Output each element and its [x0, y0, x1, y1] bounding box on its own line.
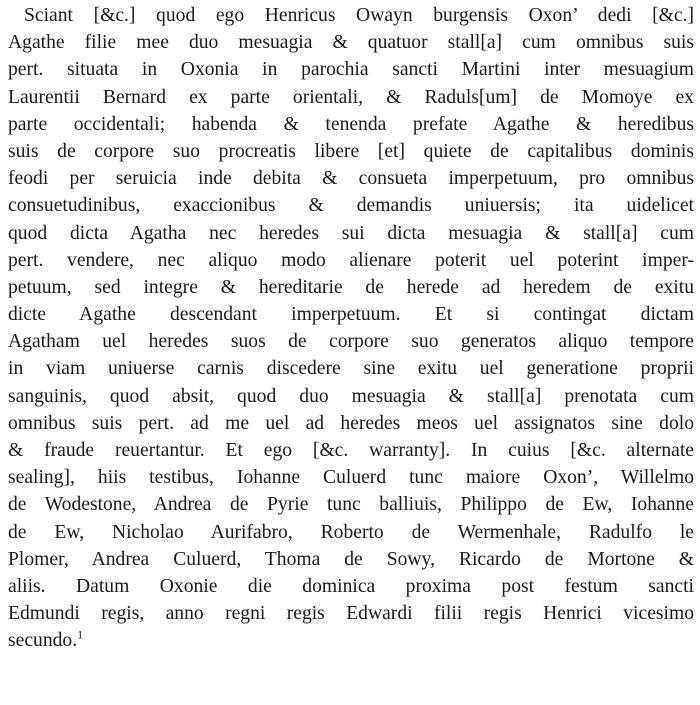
text-line: Agatham uel heredes suos de corpore suo generatos aliquo tempore	[8, 331, 694, 353]
text-line: aliis. Datum Oxonie die dominica proxima post festum sancti	[8, 575, 694, 597]
text-line: dicte Agathe descendant imperpetuum. Et si contingat dictam	[8, 304, 694, 326]
text-line: de Wodestone, Andrea de Pyrie tunc balliuis, Philippo de Ew, Iohanne	[8, 494, 694, 516]
text-line: sealing], hiis testibus, Iohanne Culuerd tunc maiore Oxon’, Willelmo	[8, 467, 694, 489]
text-line: Plomer, Andrea Culuerd, Thoma de Sowy, Ricardo de Mortone &	[8, 548, 694, 570]
text-line: suis de corpore suo procreatis libere [et] quiete de capitalibus dominis	[8, 140, 694, 162]
text-line: petuum, sed integre & hereditarie de herede ad heredem de exitu	[8, 276, 694, 298]
text-line: pert. vendere, nec aliquo modo alienare poterit uel poterint imper-	[8, 249, 694, 271]
text-line-final	[8, 627, 694, 654]
text-line: consuetudinibus, exaccionibus & demandis uniuersis; ita uidelicet	[8, 195, 694, 217]
footnote-marker[interactable]: 1	[77, 627, 84, 642]
text-line: de Ew, Nicholao Aurifabro, Roberto de Wermenhale, Radulfo le	[8, 521, 694, 543]
text-line: & fraude reuertantur. Et ego [&c. warranty]. In cuius [&c. alternate	[8, 440, 694, 461]
text-line: feodi per seruicia inde debita & consueta imperpetuum, pro omnibus	[8, 168, 694, 190]
text-line: Agathe filie mee duo mesuagia & quatuor stall[a] cum omnibus suis	[8, 32, 694, 54]
text-line: omnibus suis pert. ad me uel ad heredes meos uel assignatos sine dolo	[8, 412, 694, 434]
text-line: Edmundi regis, anno regni regis Edwardi filii regis Henrici vicesimo	[8, 603, 694, 625]
text-line: Laurentii Bernard ex parte orientali, & Raduls[um] de Momoye ex	[8, 86, 694, 108]
charter-text	[8, 2, 694, 655]
text-line: parte occidentali; habenda & tenenda prefate Agathe & heredibus	[8, 113, 694, 135]
text-line: pert. situata in Oxonia in parochia sancti Martini inter mesuagium	[8, 59, 694, 81]
text-line: Sciant [&c.] quod ego Henricus Owayn burgensis Oxon’ dedi [&c.]	[24, 5, 694, 26]
final-line-text: secundo.	[8, 630, 78, 652]
text-line: quod dicta Agatha nec heredes sui dicta mesuagia & stall[a] cum	[8, 222, 694, 244]
text-line: sanguinis, quod absit, quod duo mesuagia & stall[a] prenotata cum	[8, 385, 694, 407]
text-line: in viam uniuerse carnis discedere sine exitu uel generatione proprii	[8, 358, 694, 380]
